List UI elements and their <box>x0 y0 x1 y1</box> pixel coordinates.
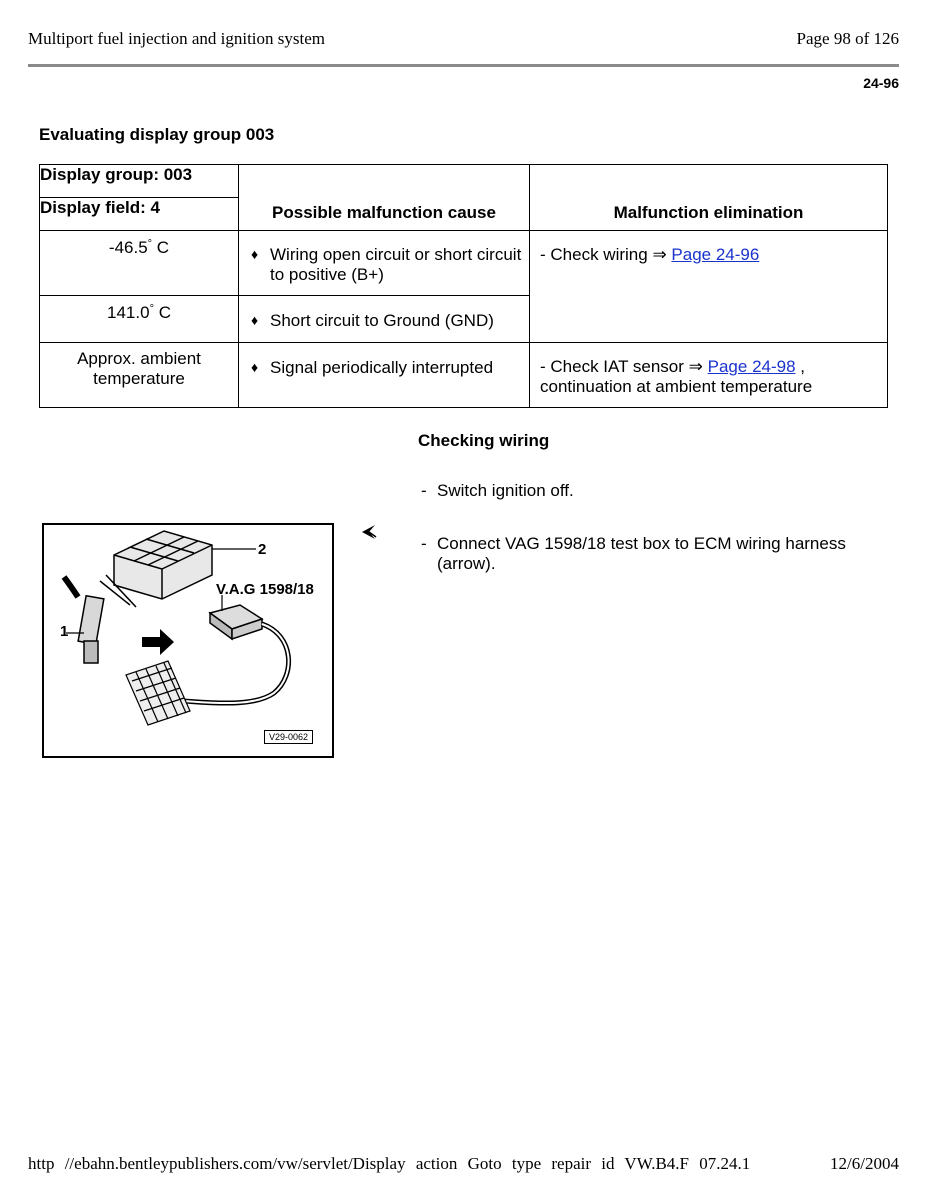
harness-connector <box>64 577 104 663</box>
wiring-figure <box>42 523 334 758</box>
cause-header <box>239 165 530 231</box>
step-dash: - <box>421 481 427 500</box>
cause-header-label: Possible malfunction cause <box>272 202 496 222</box>
page-link-24-98[interactable]: Page 24-98 <box>707 357 796 376</box>
bullet-icon: ♦ <box>251 246 259 262</box>
section-code: 24-96 <box>863 75 899 91</box>
footer-url: http //ebahn.bentleypublishers.com/vw/servlet/Display action Goto type repair id VW.B4.F 07.24.1 <box>28 1154 751 1173</box>
figure-code: V29-0062 <box>264 730 313 744</box>
display-group-table <box>39 164 888 408</box>
checking-wiring-heading: Checking wiring <box>418 431 550 450</box>
display-group-label: Display group: 003 <box>40 165 193 184</box>
tester-plug <box>210 605 262 639</box>
value-unit: C <box>158 303 171 322</box>
page-link-24-96[interactable]: Page 24-96 <box>671 245 760 264</box>
footer-date: 12/6/2004 <box>830 1154 899 1173</box>
reference-arrow-icon: ⇒ <box>652 245 667 264</box>
test-box <box>126 661 190 725</box>
section-title: Evaluating display group 003 <box>39 125 275 144</box>
degree-symbol: ° <box>147 238 153 250</box>
step-text: Connect VAG 1598/18 test box to ECM wiring harness (arrow). <box>437 534 846 573</box>
list-item <box>239 358 529 378</box>
cause-cell <box>239 343 530 408</box>
tool-label: V.A.G 1598/18 <box>216 581 314 598</box>
header-divider <box>28 64 899 67</box>
value-unit: C <box>156 238 170 257</box>
page-indicator: Page 98 of 126 <box>796 29 899 48</box>
bullet-icon: ♦ <box>251 359 259 375</box>
list-item <box>421 481 897 501</box>
test-box-illustration <box>44 525 332 756</box>
list-item <box>239 245 529 285</box>
elimination-text: - Check wiring <box>540 245 648 264</box>
value-number: -46.5 <box>108 238 148 257</box>
cause-text: Signal periodically interrupted <box>270 358 494 377</box>
value-cell <box>40 296 239 343</box>
document-title: Multiport fuel injection and ignition system <box>28 29 325 48</box>
table-header-row <box>40 165 888 198</box>
elimination-text: - Check IAT sensor <box>540 357 684 376</box>
elimination-header-label: Malfunction elimination <box>613 202 804 222</box>
value-cell <box>40 231 239 296</box>
list-item <box>239 311 529 331</box>
table-row <box>40 231 888 296</box>
value-cell <box>40 343 239 408</box>
cause-cell <box>239 296 530 343</box>
figure-pointer-icon <box>361 523 377 541</box>
direction-arrow-icon <box>142 629 174 655</box>
elimination-suffix: , <box>800 357 806 376</box>
list-item <box>421 534 897 574</box>
elimination-header <box>530 165 888 231</box>
figure-label-1: 1 <box>60 623 69 640</box>
elimination-cell <box>530 343 888 408</box>
degree-symbol: ° <box>149 303 154 315</box>
figure-label-2: 2 <box>258 541 267 558</box>
value-text: Approx. ambient temperature <box>77 349 201 388</box>
bullet-icon: ♦ <box>251 312 259 328</box>
display-field-label: Display field: 4 <box>40 198 160 217</box>
cause-text: Short circuit to Ground (GND) <box>270 311 494 330</box>
cause-text: Wiring open circuit or short circuit to positive (B+) <box>270 245 522 284</box>
step-text: Switch ignition off. <box>437 481 574 500</box>
step-dash: - <box>421 534 427 553</box>
value-number: 141.0 <box>107 303 150 322</box>
elimination-continuation: continuation at ambient temperature <box>540 377 813 396</box>
display-group-cell <box>40 165 239 198</box>
table-row <box>40 343 888 408</box>
cause-cell <box>239 231 530 296</box>
display-field-cell <box>40 198 239 231</box>
reference-arrow-icon: ⇒ <box>688 357 703 376</box>
ecm-unit <box>100 531 212 607</box>
elimination-cell <box>530 231 888 343</box>
